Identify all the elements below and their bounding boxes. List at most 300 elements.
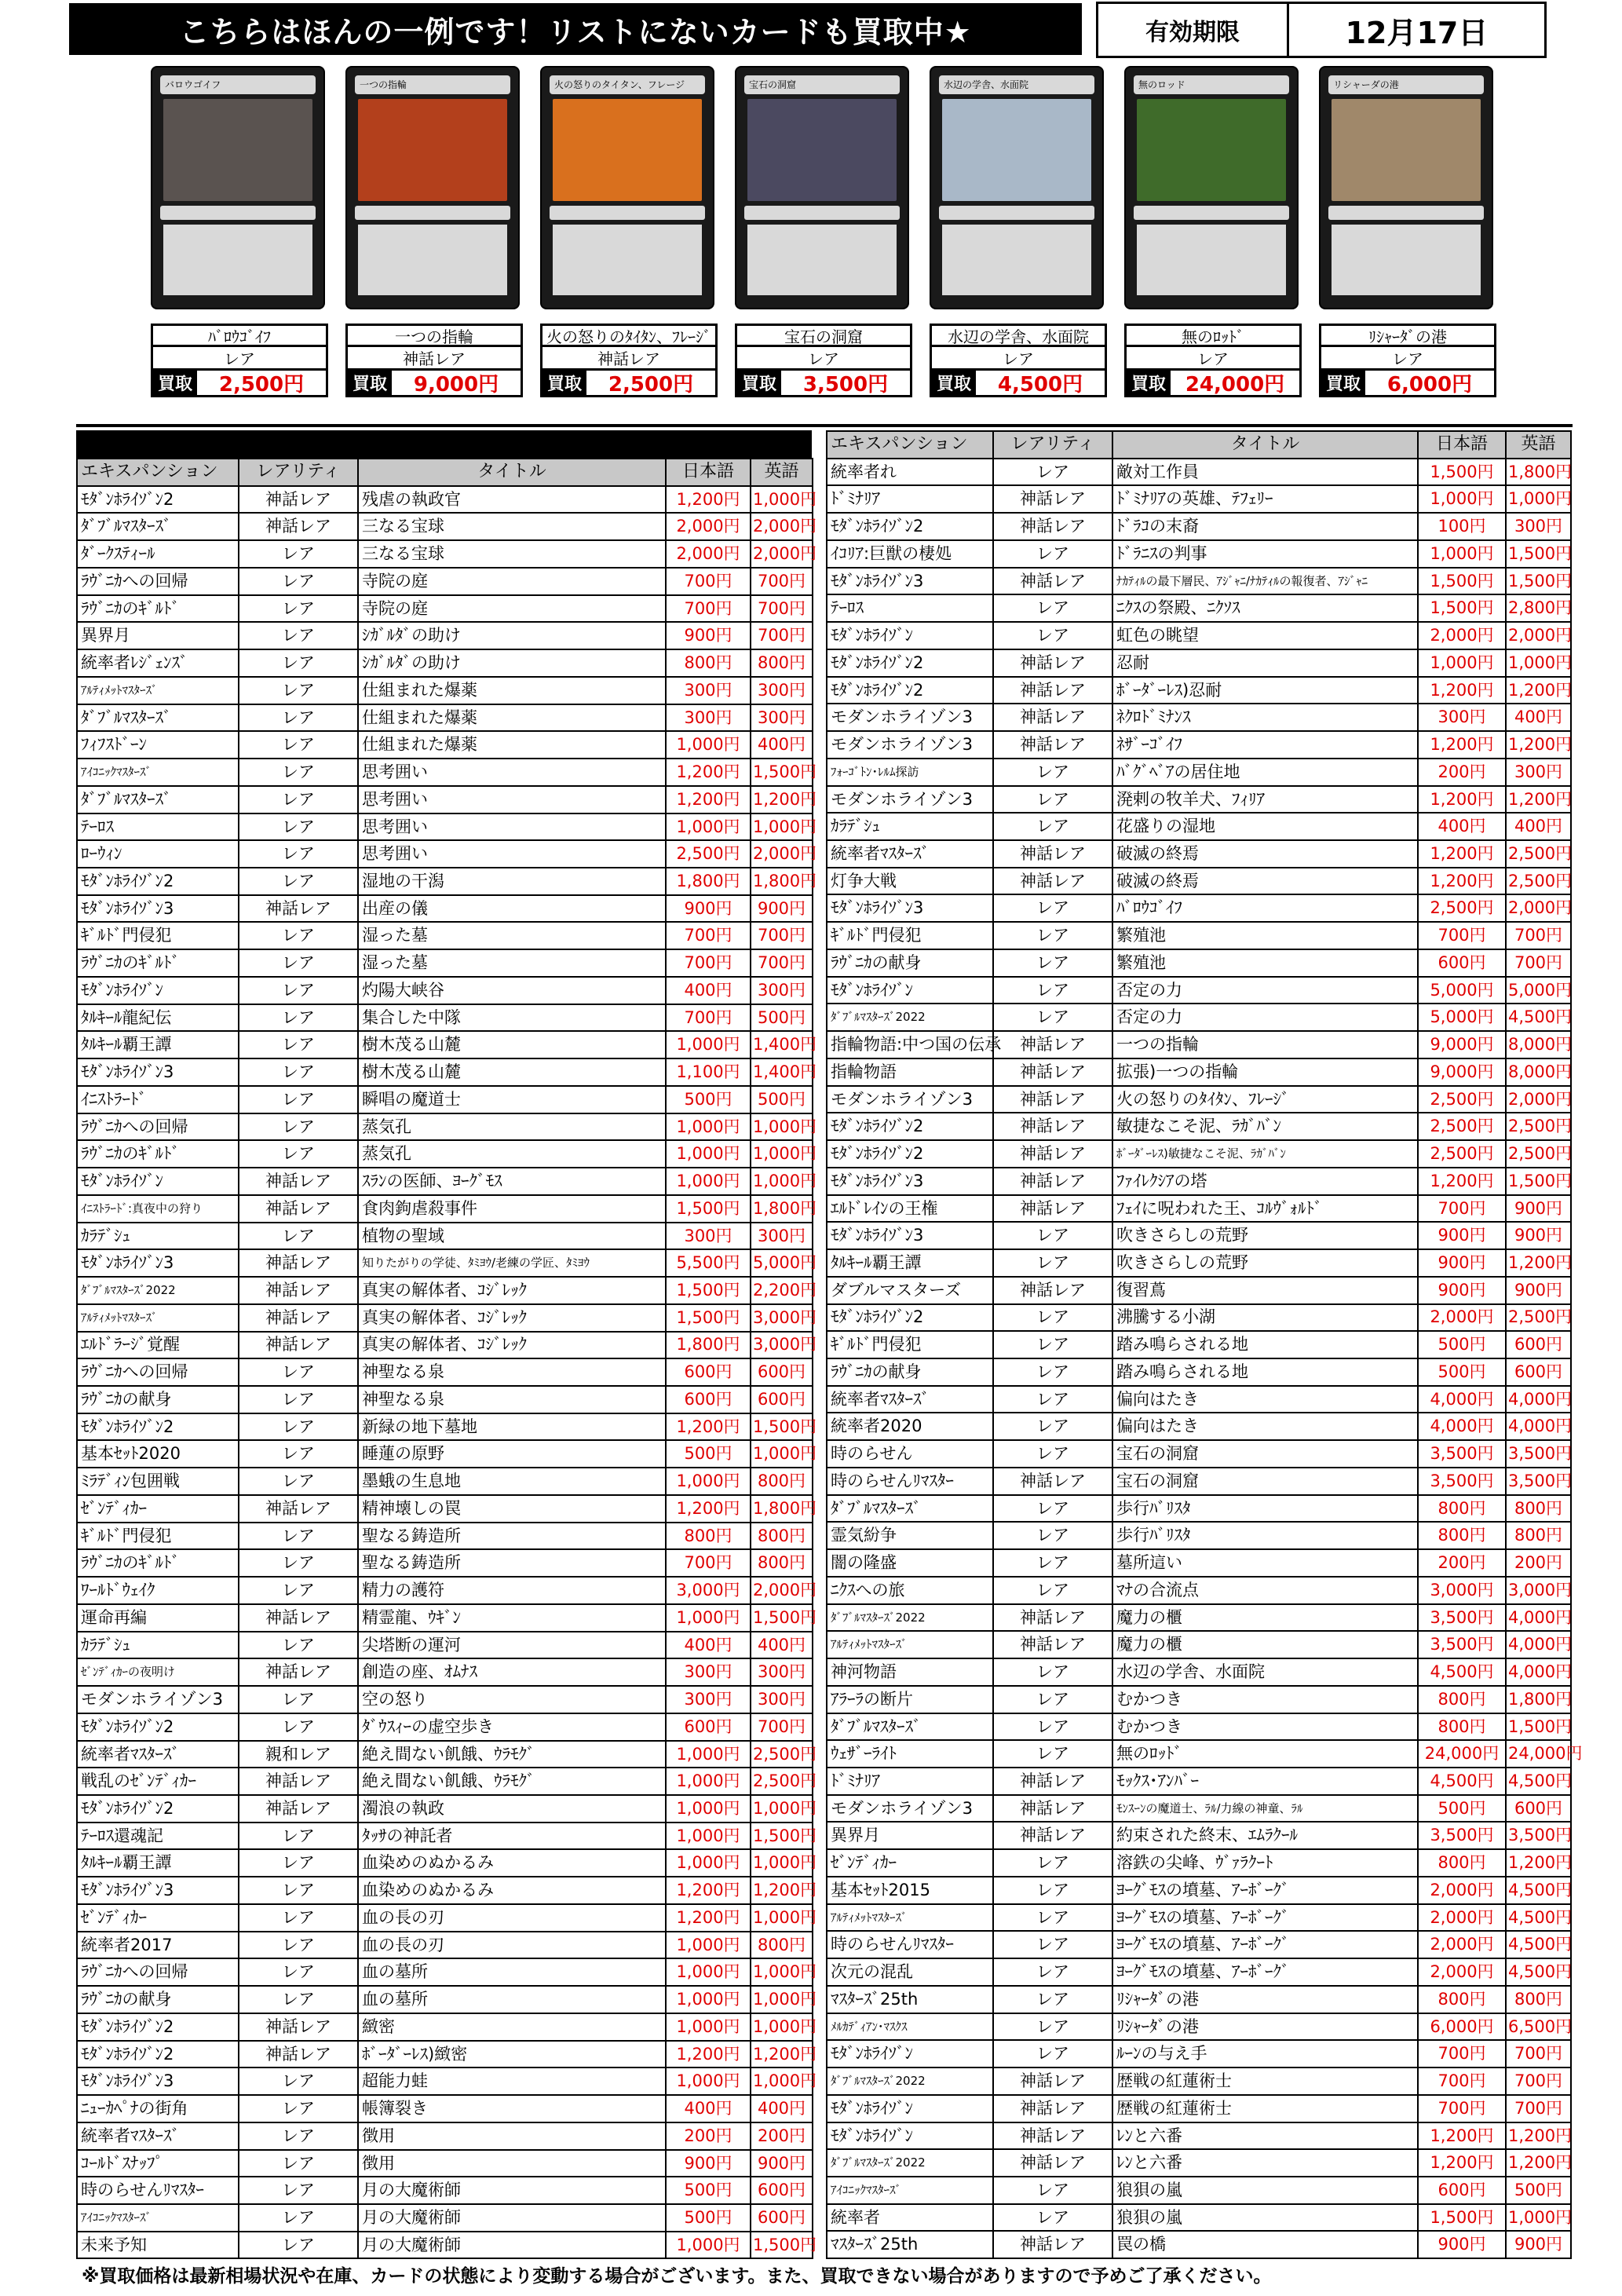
cell-expansion: ﾗｳﾞﾆｶのｷﾞﾙﾄﾞ	[77, 595, 239, 623]
table-row	[77, 649, 813, 677]
cell-price-jp: 3,500円	[1418, 1822, 1506, 1849]
cell-title: 思考囲い	[358, 840, 666, 868]
cell-expansion: ﾀﾞﾌﾞﾙﾏｽﾀｰｽﾞ	[77, 704, 239, 732]
col-jp: 日本語	[1418, 431, 1506, 459]
cell-rarity: レア	[993, 1413, 1112, 1440]
cell-title: ﾖｰｸﾞﾓｽの墳墓、ｱｰﾎﾞｰｸﾞ	[1112, 1931, 1418, 1958]
cell-title: 樹木茂る山麓	[358, 1058, 666, 1086]
cell-rarity: 神話レア	[993, 840, 1112, 868]
cell-price-en: 1,000円	[1506, 649, 1571, 677]
cell-price-jp: 300円	[666, 1686, 751, 1713]
cell-price-en: 1,500円	[1506, 1168, 1571, 1195]
cell-expansion: 統率者ﾏｽﾀｰｽﾞ	[77, 2122, 239, 2150]
cell-expansion: ﾓﾀﾞﾝﾎﾗｲｿﾞﾝ	[827, 622, 993, 649]
cell-price-en: 600円	[751, 2204, 813, 2232]
cell-title: 徴用	[358, 2122, 666, 2150]
cell-title: ﾄﾞﾗｺの末裔	[1112, 513, 1418, 540]
cell-price-en: 1,800円	[751, 1495, 813, 1523]
cell-rarity: 神話レア	[239, 1168, 358, 1195]
cell-title: 真実の解体者、ｺｼﾞﾚｯｸ	[358, 1304, 666, 1332]
cell-expansion: ﾓﾀﾞﾝﾎﾗｲｿﾞﾝ2	[77, 2041, 239, 2068]
cell-price-jp: 600円	[1418, 949, 1506, 977]
cell-expansion: ｱﾙﾃｨﾒｯﾄﾏｽﾀｰｽﾞ	[77, 1304, 239, 1332]
card-price-row	[1124, 371, 1302, 397]
cell-price-en: 1,000円	[751, 1113, 813, 1141]
cell-expansion: ｴﾙﾄﾞﾚｲﾝの王権	[827, 1195, 993, 1223]
cell-title: ｼｶﾞﾙﾀﾞの助け	[358, 649, 666, 677]
table-row	[827, 1277, 1571, 1304]
cell-expansion: ﾗｳﾞﾆｶの献身	[827, 949, 993, 977]
cell-title: 血染めのぬかるみ	[358, 1877, 666, 1904]
cell-title: 月の大魔術師	[358, 2177, 666, 2204]
table-row	[827, 1113, 1571, 1140]
table-row	[77, 1713, 813, 1741]
cell-title: 樹木茂る山麓	[358, 1031, 666, 1058]
cell-rarity: レア	[239, 1140, 358, 1168]
table-row	[77, 1086, 813, 1113]
cell-price-en: 1,200円	[751, 786, 813, 813]
cell-title: 破滅の終焉	[1112, 868, 1418, 895]
cell-price-jp: 800円	[1418, 1495, 1506, 1523]
cell-rarity: レア	[239, 922, 358, 949]
cell-rarity: レア	[993, 1713, 1112, 1741]
cell-price-en: 2,000円	[1506, 1086, 1571, 1113]
cell-expansion: ﾒﾙｶﾃﾞｨｱﾝ･ﾏｽｸｽ	[827, 2013, 993, 2041]
cell-expansion: 未来予知	[77, 2232, 239, 2259]
cell-title: 踏み鳴らされる地	[1112, 1331, 1418, 1358]
table-row	[77, 895, 813, 923]
table-row	[827, 1195, 1571, 1223]
table-row	[827, 1168, 1571, 1195]
cell-expansion: ﾓﾀﾞﾝﾎﾗｲｿﾞﾝ3	[827, 568, 993, 595]
card-typeline	[744, 206, 900, 220]
cell-price-en: 1,000円	[751, 486, 813, 514]
cell-title: 偏向はたき	[1112, 1386, 1418, 1413]
cell-price-en: 500円	[1506, 2177, 1571, 2204]
cell-price-en: 2,000円	[751, 840, 813, 868]
cell-price-en: 700円	[751, 922, 813, 949]
cell-price-jp: 500円	[666, 2177, 751, 2204]
cell-expansion: ﾀﾞﾌﾞﾙﾏｽﾀｰｽﾞ	[827, 1713, 993, 1741]
cell-expansion: ﾓﾀﾞﾝﾎﾗｲｿﾞﾝ3	[77, 895, 239, 923]
cell-expansion: ﾗｳﾞﾆｶの献身	[77, 1386, 239, 1413]
cell-price-jp: 3,500円	[1418, 1604, 1506, 1632]
table-row	[77, 977, 813, 1004]
cell-title: ﾎﾞｰﾀﾞｰﾚｽ)忍耐	[1112, 677, 1418, 704]
cell-expansion: ﾀﾙｷｰﾙ覇王譚	[827, 1249, 993, 1277]
cell-price-en: 2,500円	[751, 1768, 813, 1795]
cell-title: 仕組まれた爆薬	[358, 677, 666, 704]
table-row	[77, 731, 813, 759]
cell-price-jp: 1,000円	[666, 1768, 751, 1795]
cell-price-en: 900円	[1506, 2231, 1571, 2258]
table-row	[827, 1549, 1571, 1577]
card-image	[1124, 66, 1299, 309]
cell-rarity: レア	[993, 1495, 1112, 1523]
table-row	[77, 1304, 813, 1332]
cell-price-jp: 1,200円	[1418, 840, 1506, 868]
cell-expansion: モダンホライゾン3	[827, 1795, 993, 1823]
card-name: 一つの指輪	[345, 324, 523, 347]
cell-price-jp: 1,200円	[666, 1495, 751, 1523]
cell-price-en: 1,000円	[751, 2013, 813, 2041]
cell-price-en: 4,000円	[1506, 1658, 1571, 1686]
cell-rarity: レア	[993, 1658, 1112, 1686]
cell-expansion: ﾀﾙｷｰﾙ覇王譚	[77, 1031, 239, 1058]
cell-title: ﾄﾞﾗﾆｽの判事	[1112, 540, 1418, 568]
cell-price-jp: 600円	[666, 1358, 751, 1386]
cell-price-jp: 2,500円	[1418, 1086, 1506, 1113]
cell-price-jp: 900円	[666, 622, 751, 649]
cell-price-en: 700円	[1506, 2095, 1571, 2122]
cell-expansion: ﾜｰﾙﾄﾞｳｪｲｸ	[77, 1577, 239, 1604]
cell-rarity: 神話レア	[993, 731, 1112, 759]
cell-rarity: レア	[993, 786, 1112, 813]
card-textbox	[942, 225, 1091, 295]
cell-price-jp: 300円	[666, 677, 751, 704]
card-image	[930, 66, 1104, 309]
table-row	[77, 1904, 813, 1932]
cell-rarity: レア	[239, 1849, 358, 1877]
card-price-row	[540, 371, 718, 397]
cell-rarity: レア	[993, 1440, 1112, 1468]
cell-title: 破滅の終焉	[1112, 840, 1418, 868]
price-table-left	[76, 458, 817, 2259]
cell-rarity: 神話レア	[993, 1768, 1112, 1795]
featured-card-info	[930, 324, 1107, 397]
cell-expansion: ﾓﾀﾞﾝﾎﾗｲｿﾞﾝ2	[827, 649, 993, 677]
cell-title: ﾖｰｸﾞﾓｽの墳墓、ｱｰﾎﾞｰｸﾞ	[1112, 1877, 1418, 1904]
featured-card	[1319, 66, 1496, 309]
cell-rarity: 神話レア	[993, 2231, 1112, 2258]
table-row	[77, 1386, 813, 1413]
table-row	[77, 2067, 813, 2095]
featured-card	[345, 66, 523, 309]
cell-expansion: ｳｪｻﾞｰﾗｲﾄ	[827, 1740, 993, 1768]
cell-price-en: 3,000円	[751, 1304, 813, 1332]
cell-price-en: 700円	[751, 949, 813, 977]
cell-title: 創造の座、ｵﾑﾅｽ	[358, 1658, 666, 1686]
cell-expansion: ﾓﾀﾞﾝﾎﾗｲｿﾞﾝ2	[827, 1304, 993, 1332]
cell-price-en: 2,500円	[1506, 1304, 1571, 1332]
card-price: 9,000円	[392, 371, 521, 395]
cell-price-en: 4,000円	[1506, 1413, 1571, 1440]
cell-price-en: 6,500円	[1506, 2013, 1571, 2041]
cell-price-en: 600円	[751, 1386, 813, 1413]
table-row	[827, 1986, 1571, 2013]
col-en: 英語	[1506, 431, 1571, 459]
card-art	[163, 99, 312, 201]
cell-rarity: レア	[239, 2177, 358, 2204]
cell-price-en: 1,200円	[751, 1877, 813, 1904]
table-row	[827, 731, 1571, 759]
cell-title: ｼｶﾞﾙﾀﾞの助け	[358, 622, 666, 649]
cell-price-jp: 1,000円	[666, 1986, 751, 2013]
cell-rarity: レア	[239, 1468, 358, 1495]
table-row	[827, 1931, 1571, 1958]
cell-rarity: 神話レア	[993, 1140, 1112, 1168]
cell-price-en: 3,000円	[751, 1332, 813, 1359]
buy-label: 買取	[936, 375, 971, 394]
table-row	[827, 1004, 1571, 1031]
cell-price-en: 1,500円	[1506, 1713, 1571, 1741]
cell-title: 湿った墓	[358, 949, 666, 977]
cell-title: 拡張)一つの指輪	[1112, 1058, 1418, 1086]
cell-expansion: ﾓﾀﾞﾝﾎﾗｲｿﾞﾝ3	[827, 894, 993, 922]
featured-card	[540, 66, 718, 309]
cell-rarity: 神話レア	[993, 1277, 1112, 1304]
cell-rarity: 神話レア	[239, 1795, 358, 1823]
cell-expansion: ﾗｳﾞﾆｶのｷﾞﾙﾄﾞ	[77, 1140, 239, 1168]
cell-price-en: 1,200円	[1506, 677, 1571, 704]
cell-title: 繁殖池	[1112, 949, 1418, 977]
cell-price-en: 600円	[751, 2177, 813, 2204]
cell-price-jp: 1,500円	[1418, 459, 1506, 486]
table-row	[77, 1932, 813, 1959]
cell-expansion: 異界月	[827, 1822, 993, 1849]
cell-price-jp: 1,000円	[1418, 485, 1506, 513]
cell-rarity: レア	[993, 759, 1112, 786]
cell-price-jp: 700円	[1418, 922, 1506, 949]
cell-price-en: 4,500円	[1506, 1931, 1571, 1958]
cell-rarity: 神話レア	[993, 2095, 1112, 2122]
cell-title: 歩行ﾊﾞﾘｽﾀ	[1112, 1495, 1418, 1523]
cell-price-jp: 500円	[1418, 1358, 1506, 1386]
cell-price-en: 1,800円	[751, 1195, 813, 1223]
card-frame-title: バロウゴイフ	[160, 75, 316, 94]
cell-title: 湿った墓	[358, 922, 666, 949]
cell-price-jp: 800円	[666, 649, 751, 677]
cell-price-jp: 1,000円	[666, 2232, 751, 2259]
cell-expansion: ﾓﾀﾞﾝﾎﾗｲｿﾞﾝ2	[827, 1113, 993, 1140]
table-row	[827, 594, 1571, 622]
cell-expansion: ﾀﾞﾌﾞﾙﾏｽﾀｰｽﾞ	[77, 786, 239, 813]
cell-expansion: ﾌｫｰｺﾞﾄﾝ･ﾚﾙﾑ探訪	[827, 759, 993, 786]
cell-expansion: ﾃｰﾛｽ	[77, 813, 239, 841]
cell-expansion: ﾀﾞﾌﾞﾙﾏｽﾀｰｽﾞ	[827, 1495, 993, 1523]
table-row	[827, 1631, 1571, 1658]
cell-expansion: 統率者れ	[827, 459, 993, 486]
cell-price-en: 800円	[751, 1523, 813, 1550]
cell-title: 聖なる鋳造所	[358, 1549, 666, 1577]
cell-price-jp: 700円	[666, 922, 751, 949]
cell-expansion: 統率者2020	[827, 1413, 993, 1440]
table-row	[77, 1686, 813, 1713]
featured-card	[930, 66, 1107, 309]
cell-title: ﾌｪｲに呪われた王、ｺﾙｳﾞｫﾙﾄﾞ	[1112, 1195, 1418, 1223]
card-price: 2,500円	[197, 371, 326, 395]
cell-title: 虹色の眺望	[1112, 622, 1418, 649]
table-row	[827, 540, 1571, 568]
cell-price-en: 8,000円	[1506, 1031, 1571, 1058]
card-frame-title: 一つの指輪	[355, 75, 510, 94]
cell-price-en: 3,500円	[1506, 1440, 1571, 1468]
cell-expansion: ｱｲｺﾆｯｸﾏｽﾀｰｽﾞ	[77, 2204, 239, 2232]
cell-price-en: 5,000円	[1506, 977, 1571, 1004]
cell-expansion: ﾀﾞﾌﾞﾙﾏｽﾀｰｽﾞ2022	[827, 2067, 993, 2095]
table-row	[827, 786, 1571, 813]
cell-expansion: ﾓﾀﾞﾝﾎﾗｲｿﾞﾝ3	[827, 1168, 993, 1195]
cell-price-en: 3,000円	[1506, 1577, 1571, 1604]
cell-title: ﾌｧｲﾚｸｼｱの塔	[1112, 1168, 1418, 1195]
cell-title: 偏向はたき	[1112, 1413, 1418, 1440]
cell-title: ﾊﾞﾛｳｺﾞｲﾌ	[1112, 894, 1418, 922]
cell-expansion: ﾓﾀﾞﾝﾎﾗｲｿﾞﾝ	[827, 2095, 993, 2122]
table-row	[827, 1331, 1571, 1358]
cell-expansion: ﾀﾞﾌﾞﾙﾏｽﾀｰｽﾞ	[77, 513, 239, 540]
cell-price-jp: 1,500円	[1418, 2204, 1506, 2232]
cell-price-jp: 1,100円	[666, 1058, 751, 1086]
cell-rarity: レア	[993, 2013, 1112, 2041]
cell-title: ﾎﾞｰﾀﾞｰﾚｽ)緻密	[358, 2041, 666, 2068]
table-row	[827, 1522, 1571, 1549]
card-rarity: レア	[735, 347, 912, 371]
cell-price-en: 1,800円	[1506, 1686, 1571, 1713]
cell-rarity: レア	[239, 2122, 358, 2150]
table-row	[77, 2232, 813, 2259]
cell-price-jp: 1,500円	[666, 1277, 751, 1304]
cell-rarity: レア	[239, 704, 358, 732]
cell-expansion: ﾆｸｽへの旅	[827, 1577, 993, 1604]
table-row	[827, 1249, 1571, 1277]
cell-title: 溌剌の牧羊犬、ﾌｨﾘｱ	[1112, 786, 1418, 813]
cell-price-jp: 24,000円	[1418, 1740, 1506, 1768]
cell-price-en: 1,500円	[751, 1604, 813, 1632]
cell-price-en: 900円	[1506, 1195, 1571, 1223]
cell-expansion: 指輪物語	[827, 1058, 993, 1086]
cell-title: 溶鉄の尖峰、ｳﾞｧﾗｸｰﾄ	[1112, 1849, 1418, 1877]
cell-price-jp: 3,000円	[666, 1577, 751, 1604]
cell-price-jp: 300円	[666, 704, 751, 732]
table-row	[827, 649, 1571, 677]
cell-title: 魔力の櫃	[1112, 1604, 1418, 1632]
cell-price-jp: 900円	[1418, 1277, 1506, 1304]
cell-expansion: ﾗｳﾞﾆｶのｷﾞﾙﾄﾞ	[77, 1549, 239, 1577]
cell-rarity: 神話レア	[993, 1031, 1112, 1058]
cell-price-jp: 5,000円	[1418, 977, 1506, 1004]
card-name: 火の怒りのﾀｲﾀﾝ、ﾌﾚｰｼﾞ	[540, 324, 718, 347]
cell-price-en: 800円	[751, 1549, 813, 1577]
card-art	[553, 99, 702, 201]
cell-title: 神聖なる泉	[358, 1386, 666, 1413]
cell-title: 三なる宝球	[358, 513, 666, 540]
cell-expansion: ﾀﾞﾌﾞﾙﾏｽﾀｰｽﾞ2022	[827, 1004, 993, 1031]
cell-title: ﾈｻﾞｰｺﾞｲﾌ	[1112, 731, 1418, 759]
cell-rarity: 神話レア	[993, 1113, 1112, 1140]
cell-rarity: レア	[993, 1386, 1112, 1413]
cell-title: ﾆｸｽの祭殿、ﾆｸｿｽ	[1112, 594, 1418, 622]
table-row	[77, 813, 813, 841]
buy-label: 買取	[546, 375, 582, 394]
featured-card-info	[151, 324, 328, 397]
cell-title: 思考囲い	[358, 786, 666, 813]
cell-expansion: ﾀﾞﾌﾞﾙﾏｽﾀｰｽﾞ2022	[827, 1604, 993, 1632]
card-rarity: 神話レア	[540, 347, 718, 371]
cell-rarity: レア	[239, 2150, 358, 2177]
buy-label: 買取	[1325, 375, 1361, 394]
cell-price-jp: 1,000円	[666, 1604, 751, 1632]
buy-label: 買取	[352, 375, 387, 394]
cell-price-en: 2,800円	[1506, 594, 1571, 622]
cell-rarity: レア	[239, 1958, 358, 1986]
cell-price-jp: 1,800円	[666, 1332, 751, 1359]
cell-price-jp: 9,000円	[1418, 1058, 1506, 1086]
table-row	[77, 1577, 813, 1604]
cell-rarity: レア	[239, 622, 358, 649]
card-rarity: レア	[1319, 347, 1496, 371]
cell-expansion: ﾓﾀﾞﾝﾎﾗｲｿﾞﾝ3	[77, 2067, 239, 2095]
cell-price-jp: 5,500円	[666, 1249, 751, 1277]
cell-title: 墓所這い	[1112, 1549, 1418, 1577]
table-row	[77, 1440, 813, 1468]
cell-rarity: レア	[239, 1031, 358, 1058]
cell-price-en: 400円	[751, 731, 813, 759]
cell-expansion: 基本ｾｯﾄ2020	[77, 1440, 239, 1468]
cell-price-jp: 900円	[666, 2150, 751, 2177]
cell-title: ﾓｯｸｽ･ｱﾝﾊﾞｰ	[1112, 1768, 1418, 1795]
cell-price-jp: 2,000円	[666, 540, 751, 568]
cell-title: 知りたがりの学徒、ﾀﾐﾖｳ/老練の学匠、ﾀﾐﾖｳ	[358, 1249, 666, 1277]
table-row	[77, 1031, 813, 1058]
cell-price-en: 2,000円	[751, 540, 813, 568]
cell-price-en: 2,500円	[1506, 840, 1571, 868]
cell-expansion: ﾓﾀﾞﾝﾎﾗｲｿﾞﾝ	[827, 2122, 993, 2150]
cell-expansion: ｶﾗﾃﾞｼｭ	[77, 1632, 239, 1659]
table-row	[77, 540, 813, 568]
cell-rarity: 神話レア	[239, 1332, 358, 1359]
cell-expansion: ｾﾞﾝﾃﾞｨｶｰ	[77, 1904, 239, 1932]
cell-rarity: レア	[239, 759, 358, 786]
cell-rarity: レア	[993, 1577, 1112, 1604]
cell-title: ﾀｯｻの神託者	[358, 1823, 666, 1850]
cell-rarity: 神話レア	[239, 486, 358, 514]
card-art	[358, 99, 507, 201]
cell-title: 絶え間ない飢餓、ｳﾗﾓｸﾞ	[358, 1741, 666, 1768]
cell-rarity: レア	[993, 1931, 1112, 1958]
cell-expansion: ｴﾙﾄﾞﾗｰｼﾞ覚醒	[77, 1332, 239, 1359]
cell-price-en: 900円	[1506, 1277, 1571, 1304]
cell-price-en: 200円	[1506, 1549, 1571, 1577]
cell-rarity: 神話レア	[993, 1086, 1112, 1113]
cell-expansion: ｲﾆｽﾄﾗｰﾄﾞ	[77, 1086, 239, 1113]
cell-price-jp: 700円	[666, 949, 751, 977]
table-row	[827, 677, 1571, 704]
card-art	[942, 99, 1091, 201]
cell-price-jp: 1,000円	[666, 1031, 751, 1058]
cell-expansion: ｱｲｺﾆｯｸﾏｽﾀｰｽﾞ	[827, 2177, 993, 2204]
cell-title: 蒸気孔	[358, 1140, 666, 1168]
table-row	[77, 1523, 813, 1550]
cell-title: 一つの指輪	[1112, 1031, 1418, 1058]
card-price-row	[1319, 371, 1496, 397]
table-row	[827, 2040, 1571, 2067]
table-row	[77, 1549, 813, 1577]
cell-rarity: レア	[239, 2095, 358, 2122]
table-row	[77, 1358, 813, 1386]
table-row	[827, 2204, 1571, 2232]
cell-expansion: ｾﾞﾝﾃﾞｨｶｰ	[827, 1849, 993, 1877]
table-row	[827, 1849, 1571, 1877]
cell-price-en: 1,800円	[1506, 459, 1571, 486]
cell-rarity: レア	[993, 1249, 1112, 1277]
table-row	[77, 2122, 813, 2150]
featured-card-info	[1319, 324, 1496, 397]
table-row	[77, 922, 813, 949]
card-price: 6,000円	[1365, 371, 1494, 395]
table-row	[827, 813, 1571, 840]
cell-rarity: レア	[993, 813, 1112, 840]
cell-expansion: 指輪物語:中つ国の伝承	[827, 1031, 993, 1058]
